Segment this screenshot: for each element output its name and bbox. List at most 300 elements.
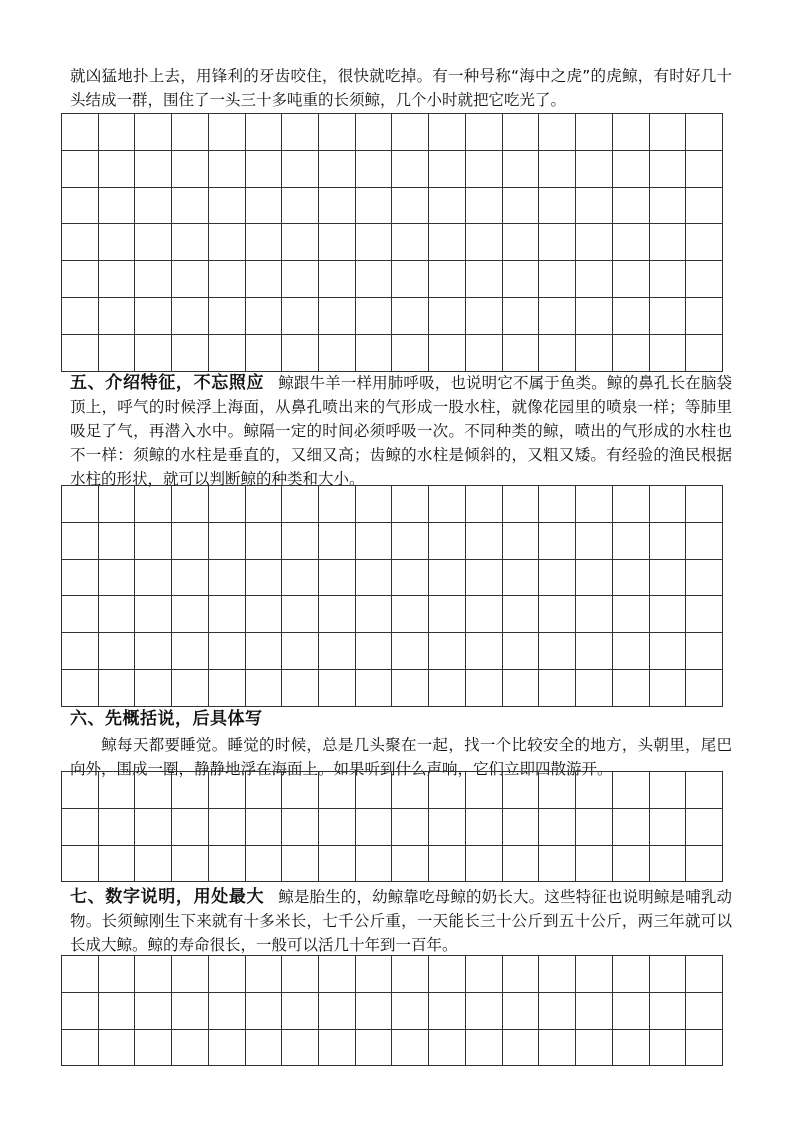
grid-cell[interactable] — [319, 956, 356, 993]
grid-cell[interactable] — [503, 298, 540, 335]
grid-cell[interactable] — [429, 188, 466, 225]
grid-cell[interactable] — [650, 523, 687, 560]
grid-cell[interactable] — [613, 261, 650, 298]
grid-cell[interactable] — [99, 670, 136, 707]
grid-cell[interactable] — [466, 298, 503, 335]
grid-cell[interactable] — [503, 151, 540, 188]
grid-cell[interactable] — [539, 633, 576, 670]
grid-cell[interactable] — [503, 261, 540, 298]
grid-cell[interactable] — [172, 1030, 209, 1067]
grid-cell[interactable] — [613, 993, 650, 1030]
grid-cell[interactable] — [686, 956, 723, 993]
grid-cell[interactable] — [356, 633, 393, 670]
grid-cell[interactable] — [576, 1030, 613, 1067]
grid-cell[interactable] — [392, 809, 429, 846]
grid-cell[interactable] — [466, 670, 503, 707]
grid-cell[interactable] — [319, 560, 356, 597]
grid-cell[interactable] — [686, 224, 723, 261]
grid-cell[interactable] — [209, 261, 246, 298]
grid-cell[interactable] — [356, 993, 393, 1030]
grid-cell[interactable] — [135, 772, 172, 809]
grid-cell[interactable] — [135, 335, 172, 372]
grid-cell[interactable] — [209, 633, 246, 670]
grid-cell[interactable] — [282, 846, 319, 883]
grid-cell[interactable] — [429, 224, 466, 261]
grid-cell[interactable] — [246, 298, 283, 335]
grid-cell[interactable] — [539, 809, 576, 846]
grid-cell[interactable] — [650, 335, 687, 372]
grid-cell[interactable] — [356, 846, 393, 883]
grid-cell[interactable] — [576, 261, 613, 298]
grid-cell[interactable] — [209, 151, 246, 188]
grid-cell[interactable] — [356, 956, 393, 993]
grid-cell[interactable] — [686, 151, 723, 188]
grid-cell[interactable] — [62, 224, 99, 261]
grid-cell[interactable] — [466, 1030, 503, 1067]
grid-cell[interactable] — [135, 151, 172, 188]
grid-cell[interactable] — [466, 809, 503, 846]
grid-cell[interactable] — [209, 993, 246, 1030]
grid-cell[interactable] — [429, 993, 466, 1030]
grid-cell[interactable] — [503, 633, 540, 670]
grid-cell[interactable] — [246, 809, 283, 846]
grid-cell[interactable] — [246, 523, 283, 560]
grid-cell[interactable] — [429, 633, 466, 670]
grid-cell[interactable] — [429, 261, 466, 298]
grid-cell[interactable] — [503, 670, 540, 707]
grid-cell[interactable] — [319, 261, 356, 298]
grid-cell[interactable] — [650, 809, 687, 846]
grid-cell[interactable] — [282, 486, 319, 523]
grid-cell[interactable] — [356, 809, 393, 846]
grid-cell[interactable] — [282, 956, 319, 993]
grid-cell[interactable] — [62, 261, 99, 298]
grid-cell[interactable] — [503, 956, 540, 993]
grid-cell[interactable] — [686, 523, 723, 560]
grid-cell[interactable] — [576, 188, 613, 225]
grid-cell[interactable] — [613, 560, 650, 597]
grid-cell[interactable] — [466, 224, 503, 261]
grid-cell[interactable] — [539, 486, 576, 523]
grid-cell[interactable] — [539, 298, 576, 335]
grid-cell[interactable] — [62, 188, 99, 225]
grid-cell[interactable] — [576, 633, 613, 670]
grid-cell[interactable] — [466, 335, 503, 372]
grid-cell[interactable] — [99, 993, 136, 1030]
grid-cell[interactable] — [99, 560, 136, 597]
grid-cell[interactable] — [613, 151, 650, 188]
grid-cell[interactable] — [613, 846, 650, 883]
grid-cell[interactable] — [392, 772, 429, 809]
grid-cell[interactable] — [209, 560, 246, 597]
grid-cell[interactable] — [576, 956, 613, 993]
grid-cell[interactable] — [99, 956, 136, 993]
grid-cell[interactable] — [429, 523, 466, 560]
grid-cell[interactable] — [503, 809, 540, 846]
grid-cell[interactable] — [99, 114, 136, 151]
grid-cell[interactable] — [135, 523, 172, 560]
grid-cell[interactable] — [62, 846, 99, 883]
grid-cell[interactable] — [62, 809, 99, 846]
grid-cell[interactable] — [466, 956, 503, 993]
grid-cell[interactable] — [686, 846, 723, 883]
grid-cell[interactable] — [686, 633, 723, 670]
grid-cell[interactable] — [650, 298, 687, 335]
grid-cell[interactable] — [356, 523, 393, 560]
grid-cell[interactable] — [356, 188, 393, 225]
grid-cell[interactable] — [576, 523, 613, 560]
grid-cell[interactable] — [172, 298, 209, 335]
grid-cell[interactable] — [62, 151, 99, 188]
grid-cell[interactable] — [576, 596, 613, 633]
grid-cell[interactable] — [246, 993, 283, 1030]
grid-cell[interactable] — [466, 523, 503, 560]
grid-cell[interactable] — [62, 956, 99, 993]
grid-cell[interactable] — [503, 188, 540, 225]
grid-cell[interactable] — [282, 633, 319, 670]
grid-cell[interactable] — [576, 809, 613, 846]
grid-cell[interactable] — [282, 523, 319, 560]
grid-cell[interactable] — [62, 114, 99, 151]
grid-cell[interactable] — [466, 846, 503, 883]
grid-cell[interactable] — [613, 335, 650, 372]
grid-cell[interactable] — [356, 1030, 393, 1067]
grid-cell[interactable] — [539, 993, 576, 1030]
grid-cell[interactable] — [319, 993, 356, 1030]
grid-cell[interactable] — [503, 596, 540, 633]
grid-cell[interactable] — [539, 670, 576, 707]
grid-cell[interactable] — [209, 188, 246, 225]
grid-cell[interactable] — [135, 298, 172, 335]
grid-cell[interactable] — [613, 523, 650, 560]
grid-cell[interactable] — [99, 261, 136, 298]
grid-cell[interactable] — [209, 523, 246, 560]
grid-cell[interactable] — [650, 633, 687, 670]
grid-cell[interactable] — [686, 261, 723, 298]
grid-cell[interactable] — [319, 188, 356, 225]
grid-cell[interactable] — [319, 151, 356, 188]
grid-cell[interactable] — [686, 114, 723, 151]
grid-cell[interactable] — [99, 486, 136, 523]
grid-cell[interactable] — [319, 335, 356, 372]
grid-cell[interactable] — [246, 151, 283, 188]
grid-cell[interactable] — [246, 596, 283, 633]
grid-cell[interactable] — [429, 596, 466, 633]
grid-cell[interactable] — [246, 846, 283, 883]
grid-cell[interactable] — [356, 224, 393, 261]
grid-cell[interactable] — [429, 151, 466, 188]
grid-cell[interactable] — [576, 114, 613, 151]
grid-cell[interactable] — [650, 670, 687, 707]
grid-cell[interactable] — [429, 772, 466, 809]
grid-cell[interactable] — [429, 114, 466, 151]
grid-cell[interactable] — [135, 670, 172, 707]
grid-cell[interactable] — [356, 772, 393, 809]
grid-cell[interactable] — [650, 772, 687, 809]
grid-cell[interactable] — [62, 772, 99, 809]
grid-cell[interactable] — [466, 261, 503, 298]
grid-cell[interactable] — [172, 335, 209, 372]
grid-cell[interactable] — [650, 596, 687, 633]
grid-cell[interactable] — [172, 560, 209, 597]
grid-cell[interactable] — [539, 151, 576, 188]
grid-cell[interactable] — [686, 596, 723, 633]
grid-cell[interactable] — [282, 188, 319, 225]
grid-cell[interactable] — [282, 670, 319, 707]
grid-cell[interactable] — [650, 486, 687, 523]
grid-cell[interactable] — [503, 486, 540, 523]
grid-cell[interactable] — [613, 1030, 650, 1067]
grid-cell[interactable] — [62, 670, 99, 707]
grid-cell[interactable] — [172, 956, 209, 993]
grid-cell[interactable] — [429, 560, 466, 597]
grid-cell[interactable] — [246, 224, 283, 261]
grid-cell[interactable] — [429, 486, 466, 523]
grid-cell[interactable] — [356, 298, 393, 335]
grid-cell[interactable] — [613, 298, 650, 335]
grid-cell[interactable] — [282, 298, 319, 335]
grid-cell[interactable] — [62, 486, 99, 523]
grid-cell[interactable] — [282, 560, 319, 597]
grid-cell[interactable] — [613, 670, 650, 707]
grid-cell[interactable] — [576, 151, 613, 188]
grid-cell[interactable] — [282, 335, 319, 372]
grid-cell[interactable] — [62, 523, 99, 560]
grid-cell[interactable] — [466, 151, 503, 188]
grid-cell[interactable] — [650, 151, 687, 188]
grid-cell[interactable] — [613, 772, 650, 809]
grid-cell[interactable] — [576, 993, 613, 1030]
grid-cell[interactable] — [99, 151, 136, 188]
grid-cell[interactable] — [319, 846, 356, 883]
grid-cell[interactable] — [99, 335, 136, 372]
grid-cell[interactable] — [539, 224, 576, 261]
grid-cell[interactable] — [246, 560, 283, 597]
grid-cell[interactable] — [392, 224, 429, 261]
grid-cell[interactable] — [135, 633, 172, 670]
grid-cell[interactable] — [135, 188, 172, 225]
grid-cell[interactable] — [319, 809, 356, 846]
grid-cell[interactable] — [319, 298, 356, 335]
grid-cell[interactable] — [62, 560, 99, 597]
grid-cell[interactable] — [356, 596, 393, 633]
grid-cell[interactable] — [209, 224, 246, 261]
grid-cell[interactable] — [686, 560, 723, 597]
grid-cell[interactable] — [686, 486, 723, 523]
grid-cell[interactable] — [503, 335, 540, 372]
grid-cell[interactable] — [503, 772, 540, 809]
grid-cell[interactable] — [209, 846, 246, 883]
grid-cell[interactable] — [429, 298, 466, 335]
grid-cell[interactable] — [135, 560, 172, 597]
grid-cell[interactable] — [135, 261, 172, 298]
grid-cell[interactable] — [99, 846, 136, 883]
grid-cell[interactable] — [282, 224, 319, 261]
grid-cell[interactable] — [650, 224, 687, 261]
grid-cell[interactable] — [62, 335, 99, 372]
grid-cell[interactable] — [429, 809, 466, 846]
grid-cell[interactable] — [172, 809, 209, 846]
grid-cell[interactable] — [650, 261, 687, 298]
grid-cell[interactable] — [650, 956, 687, 993]
grid-cell[interactable] — [172, 151, 209, 188]
grid-cell[interactable] — [503, 523, 540, 560]
grid-cell[interactable] — [209, 298, 246, 335]
grid-cell[interactable] — [246, 633, 283, 670]
grid-cell[interactable] — [613, 188, 650, 225]
grid-cell[interactable] — [209, 772, 246, 809]
grid-cell[interactable] — [62, 298, 99, 335]
grid-cell[interactable] — [503, 1030, 540, 1067]
grid-cell[interactable] — [172, 224, 209, 261]
grid-cell[interactable] — [319, 486, 356, 523]
grid-cell[interactable] — [135, 846, 172, 883]
grid-cell[interactable] — [246, 670, 283, 707]
grid-cell[interactable] — [392, 523, 429, 560]
grid-cell[interactable] — [282, 261, 319, 298]
writing-grid-3[interactable] — [61, 771, 723, 882]
grid-cell[interactable] — [392, 486, 429, 523]
grid-cell[interactable] — [576, 298, 613, 335]
grid-cell[interactable] — [246, 114, 283, 151]
grid-cell[interactable] — [392, 670, 429, 707]
grid-cell[interactable] — [576, 846, 613, 883]
grid-cell[interactable] — [172, 523, 209, 560]
grid-cell[interactable] — [539, 956, 576, 993]
grid-cell[interactable] — [99, 298, 136, 335]
grid-cell[interactable] — [392, 298, 429, 335]
grid-cell[interactable] — [246, 956, 283, 993]
grid-cell[interactable] — [282, 151, 319, 188]
grid-cell[interactable] — [539, 114, 576, 151]
grid-cell[interactable] — [172, 486, 209, 523]
grid-cell[interactable] — [466, 993, 503, 1030]
grid-cell[interactable] — [319, 1030, 356, 1067]
grid-cell[interactable] — [650, 1030, 687, 1067]
grid-cell[interactable] — [466, 188, 503, 225]
grid-cell[interactable] — [539, 523, 576, 560]
grid-cell[interactable] — [356, 114, 393, 151]
grid-cell[interactable] — [613, 486, 650, 523]
grid-cell[interactable] — [209, 670, 246, 707]
grid-cell[interactable] — [172, 772, 209, 809]
grid-cell[interactable] — [172, 846, 209, 883]
grid-cell[interactable] — [429, 956, 466, 993]
grid-cell[interactable] — [319, 633, 356, 670]
grid-cell[interactable] — [319, 670, 356, 707]
grid-cell[interactable] — [282, 114, 319, 151]
grid-cell[interactable] — [356, 560, 393, 597]
grid-cell[interactable] — [576, 670, 613, 707]
grid-cell[interactable] — [392, 846, 429, 883]
grid-cell[interactable] — [503, 993, 540, 1030]
grid-cell[interactable] — [246, 188, 283, 225]
grid-cell[interactable] — [62, 1030, 99, 1067]
grid-cell[interactable] — [539, 1030, 576, 1067]
grid-cell[interactable] — [135, 114, 172, 151]
grid-cell[interactable] — [99, 809, 136, 846]
grid-cell[interactable] — [392, 1030, 429, 1067]
grid-cell[interactable] — [209, 596, 246, 633]
grid-cell[interactable] — [613, 809, 650, 846]
grid-cell[interactable] — [135, 956, 172, 993]
grid-cell[interactable] — [99, 633, 136, 670]
grid-cell[interactable] — [99, 224, 136, 261]
grid-cell[interactable] — [466, 772, 503, 809]
grid-cell[interactable] — [172, 993, 209, 1030]
grid-cell[interactable] — [356, 151, 393, 188]
grid-cell[interactable] — [466, 596, 503, 633]
grid-cell[interactable] — [686, 1030, 723, 1067]
grid-cell[interactable] — [429, 1030, 466, 1067]
grid-cell[interactable] — [135, 224, 172, 261]
grid-cell[interactable] — [613, 596, 650, 633]
grid-cell[interactable] — [686, 772, 723, 809]
grid-cell[interactable] — [392, 188, 429, 225]
grid-cell[interactable] — [576, 772, 613, 809]
grid-cell[interactable] — [650, 114, 687, 151]
grid-cell[interactable] — [392, 335, 429, 372]
grid-cell[interactable] — [466, 486, 503, 523]
grid-cell[interactable] — [209, 809, 246, 846]
grid-cell[interactable] — [356, 335, 393, 372]
grid-cell[interactable] — [172, 114, 209, 151]
grid-cell[interactable] — [539, 560, 576, 597]
grid-cell[interactable] — [356, 261, 393, 298]
grid-cell[interactable] — [392, 596, 429, 633]
grid-cell[interactable] — [576, 224, 613, 261]
grid-cell[interactable] — [392, 993, 429, 1030]
grid-cell[interactable] — [209, 335, 246, 372]
grid-cell[interactable] — [356, 670, 393, 707]
grid-cell[interactable] — [429, 335, 466, 372]
grid-cell[interactable] — [613, 224, 650, 261]
grid-cell[interactable] — [686, 298, 723, 335]
grid-cell[interactable] — [135, 596, 172, 633]
writing-grid-2[interactable] — [61, 485, 723, 707]
grid-cell[interactable] — [429, 670, 466, 707]
grid-cell[interactable] — [319, 596, 356, 633]
grid-cell[interactable] — [650, 846, 687, 883]
grid-cell[interactable] — [650, 188, 687, 225]
grid-cell[interactable] — [503, 560, 540, 597]
grid-cell[interactable] — [135, 1030, 172, 1067]
writing-grid-1[interactable] — [61, 113, 723, 372]
grid-cell[interactable] — [209, 486, 246, 523]
grid-cell[interactable] — [172, 596, 209, 633]
grid-cell[interactable] — [539, 261, 576, 298]
grid-cell[interactable] — [613, 633, 650, 670]
grid-cell[interactable] — [466, 633, 503, 670]
grid-cell[interactable] — [135, 993, 172, 1030]
grid-cell[interactable] — [613, 114, 650, 151]
grid-cell[interactable] — [539, 596, 576, 633]
grid-cell[interactable] — [99, 523, 136, 560]
grid-cell[interactable] — [650, 993, 687, 1030]
grid-cell[interactable] — [466, 114, 503, 151]
grid-cell[interactable] — [209, 1030, 246, 1067]
grid-cell[interactable] — [62, 633, 99, 670]
grid-cell[interactable] — [135, 486, 172, 523]
grid-cell[interactable] — [503, 224, 540, 261]
grid-cell[interactable] — [209, 114, 246, 151]
grid-cell[interactable] — [429, 846, 466, 883]
grid-cell[interactable] — [99, 772, 136, 809]
grid-cell[interactable] — [135, 809, 172, 846]
grid-cell[interactable] — [539, 188, 576, 225]
writing-grid-4[interactable] — [61, 955, 723, 1066]
grid-cell[interactable] — [686, 188, 723, 225]
